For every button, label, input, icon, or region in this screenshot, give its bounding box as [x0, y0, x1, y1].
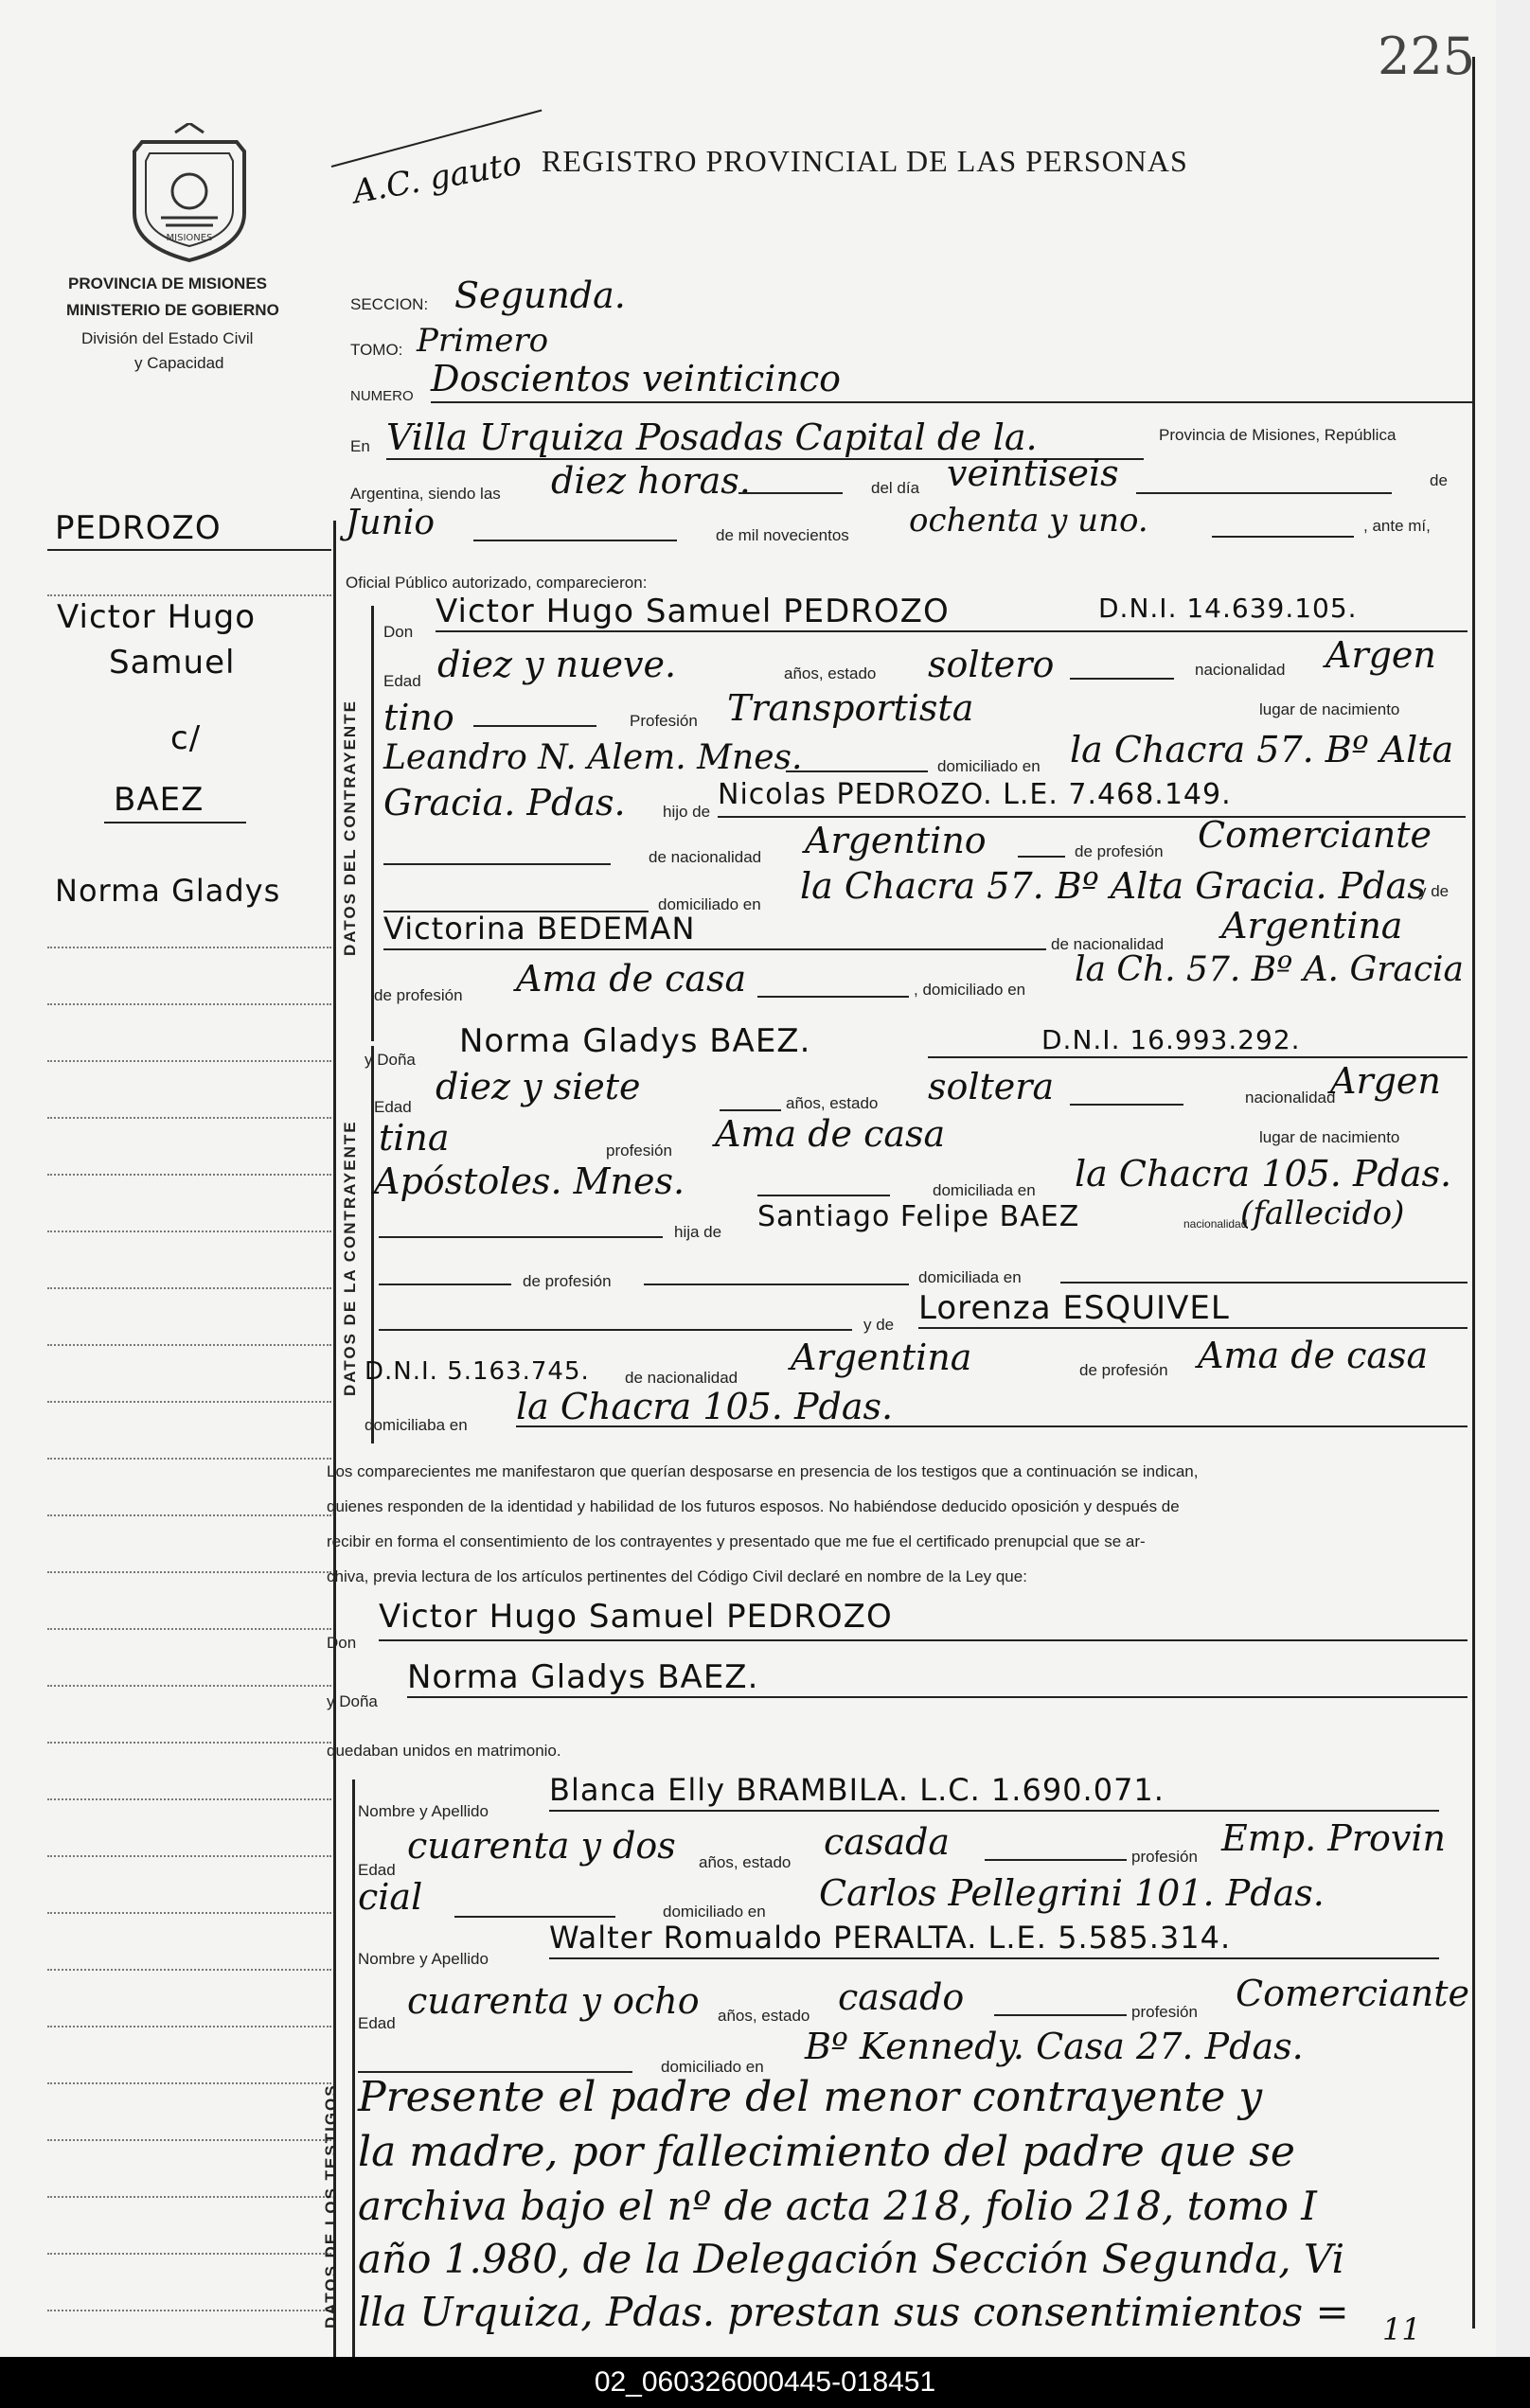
margin-dots: [47, 1401, 331, 1403]
bride-mother-prof-label: de profesión: [1079, 1361, 1168, 1379]
groom-father-nac-label: de nacionalidad: [649, 848, 762, 866]
org-ministry: MINISTERIO DE GOBIERNO: [66, 301, 279, 319]
groom-blank-line: [383, 863, 611, 865]
bride-hija-label: hija de: [674, 1223, 722, 1241]
margin-dots: [47, 2139, 331, 2141]
margin-surname-2: BAEZ: [114, 781, 205, 819]
groom-domicilio-a: la Chacra 57. Bº Alta: [1070, 729, 1454, 770]
witness1-estado: casada: [824, 1821, 951, 1863]
page-title: REGISTRO PROVINCIAL DE LAS PERSONAS: [542, 144, 1188, 178]
witness2-name-line: [549, 1957, 1439, 1959]
argentina-text: Argentina, siendo las: [350, 485, 501, 503]
witness2-profesion: Comerciante: [1236, 1973, 1469, 2014]
groom-mother-prof-label: de profesión: [374, 986, 463, 1004]
bride-mother-prof: Ama de casa: [1198, 1335, 1429, 1376]
tomo-value: Primero: [417, 322, 549, 360]
witness1-prof-label: profesión: [1131, 1848, 1198, 1866]
margin-dots: [47, 1798, 331, 1800]
groom-estado-line: [1070, 678, 1174, 680]
groom-name: Victor Hugo Samuel PEDROZO: [436, 593, 950, 630]
bride-mother-line: [918, 1327, 1468, 1329]
groom-don-label: Don: [383, 623, 414, 641]
hora-line: [738, 492, 843, 494]
bride-mother: Lorenza ESQUIVEL: [918, 1289, 1230, 1327]
seccion-value: Segunda.: [454, 274, 626, 316]
margin-dots: [47, 1458, 331, 1460]
margin-surname-1: PEDROZO: [55, 509, 222, 547]
page-number: 225: [1378, 27, 1476, 86]
witness1-domicilio: Carlos Pellegrini 101. Pdas.: [819, 1872, 1325, 1914]
margin-dots: [47, 1060, 331, 1062]
groom-y-de: y de: [1418, 882, 1450, 900]
bride-nac-b: tina: [379, 1117, 450, 1159]
bride-mother-dom: la Chacra 105. Pdas.: [516, 1386, 894, 1427]
declaration-line: Los comparecientes me manifestaron que querían desposarse en presencia de los testigos que a continuación se indican,: [327, 1462, 1199, 1480]
margin-names-1b: Samuel: [109, 644, 236, 682]
groom-edad-label: Edad: [383, 672, 421, 690]
bride-father: Santiago Felipe BAEZ: [757, 1200, 1080, 1233]
note-line: año 1.980, de la Delegación Sección Segunda, Vi: [358, 2236, 1345, 2282]
groom-mother-nac-label: de nacionalidad: [1051, 935, 1165, 953]
org-province: PROVINCIA DE MISIONES: [68, 274, 268, 292]
bride-father-prof-label: de profesión: [523, 1272, 612, 1290]
groom-mother-dom-label: , domiciliado en: [914, 981, 1026, 999]
misiones-seal-icon: [123, 123, 256, 265]
witness1-anos-estado: años, estado: [699, 1853, 792, 1871]
margin-surname-line: [47, 549, 331, 551]
margin-dots: [47, 1231, 331, 1232]
margin-dots: [47, 1117, 331, 1119]
mes-line: [473, 540, 677, 541]
bride-profesion: Ama de casa: [715, 1113, 946, 1155]
ante-mi-text: , ante mí,: [1363, 517, 1431, 535]
numero-line: [431, 401, 1472, 403]
groom-nac-b: tino: [383, 697, 454, 738]
margin-dots: [47, 2026, 331, 2027]
witness1-nombre-label: Nombre y Apellido: [358, 1802, 489, 1820]
label-contrayente: DATOS DEL CONTRAYENTE: [341, 699, 359, 956]
groom-hijo-label: hijo de: [663, 803, 711, 821]
decl-bride-line: [407, 1696, 1468, 1698]
bride-nac-a: Argen: [1330, 1060, 1441, 1102]
mes-value: Junio: [346, 504, 435, 542]
groom-dni: D.N.I. 14.639.105.: [1098, 593, 1358, 624]
witness2-edad: cuarenta y ocho: [407, 1980, 700, 2022]
groom-father-dom: la Chacra 57. Bº Alta Gracia. Pdas: [800, 865, 1426, 907]
margin-dots: [47, 2082, 331, 2084]
bride-name-line: [928, 1056, 1041, 1058]
decl-groom: Victor Hugo Samuel PEDROZO: [379, 1598, 893, 1636]
groom-father-prof: Comerciante: [1198, 814, 1432, 856]
witness2-edad-label: Edad: [358, 2014, 396, 2032]
declaration-line: recibir en forma el consentimiento de los contrayentes y presentado que me fue el certificado prenupcial que se ar-: [327, 1532, 1146, 1550]
anio-line: [1212, 536, 1354, 538]
margin-dots: [47, 1571, 331, 1573]
note-line: Presente el padre del menor contrayente y: [358, 2073, 1263, 2121]
note-line: lla Urquiza, Pdas. prestan sus consentimientos =: [358, 2289, 1349, 2335]
groom-nac-a: Argen: [1325, 634, 1436, 676]
margin-dots: [47, 1174, 331, 1176]
bride-dni: D.N.I. 16.993.292.: [1041, 1024, 1301, 1055]
groom-name-line: [436, 630, 1468, 632]
de-label: de: [1430, 471, 1448, 489]
bride-lugar-line: [757, 1195, 890, 1196]
left-frame: [333, 521, 336, 2357]
groom-lugar-label: lugar de nacimiento: [1259, 700, 1400, 718]
margin-dots: [47, 1344, 331, 1346]
margin-dots: [47, 2310, 331, 2311]
bride-edad-label: Edad: [374, 1098, 412, 1116]
bride-mother-nac: Argentina: [791, 1337, 972, 1378]
declaration-text: [327, 1454, 1453, 1594]
hora-value: diez horas.: [551, 460, 751, 502]
witness2-anos-estado: años, estado: [718, 2007, 810, 2025]
margin-names-1a: Victor Hugo: [57, 598, 257, 636]
witness2-prof-label: profesión: [1131, 2003, 1198, 2021]
note-line: archiva bajo el nº de acta 218, folio 218, tomo I: [358, 2183, 1317, 2229]
svg-text:MISIONES: MISIONES: [166, 233, 213, 243]
margin-dots: [47, 2253, 331, 2255]
groom-box-line: [371, 606, 374, 1041]
groom-father-prof-label: de profesión: [1075, 842, 1164, 860]
decl-dona-label: y Doña: [327, 1692, 378, 1710]
bride-blank-line-3: [379, 1329, 852, 1331]
provincia-text: Provincia de Misiones, República: [1159, 426, 1397, 444]
witness1-edad-label: Edad: [358, 1861, 396, 1879]
declaration-line: quienes responden de la identidad y habilidad de los futuros esposos. No habiéndose deducido oposición y después de: [327, 1497, 1180, 1515]
witness2-estado-line: [994, 2014, 1127, 2016]
decl-groom-line: [379, 1639, 1468, 1641]
bride-name: Norma Gladys BAEZ.: [459, 1022, 811, 1060]
margin-dots: [47, 2196, 331, 2198]
place-value: Villa Urquiza Posadas Capital de la.: [386, 416, 1038, 458]
witness2-domicilio: Bº Kennedy. Casa 27. Pdas.: [805, 2026, 1304, 2067]
numero-label: NUMERO: [350, 388, 414, 404]
del-dia-label: del día: [871, 479, 920, 497]
groom-nacb-line: [473, 725, 596, 727]
groom-mother-line: [383, 948, 1046, 950]
bride-father-prof-line: [644, 1284, 909, 1285]
bride-father-nac-label: nacionalidad: [1183, 1217, 1248, 1231]
witness2-nombre-label: Nombre y Apellido: [358, 1950, 489, 1968]
seccion-label: SECCION:: [350, 295, 429, 313]
declaration-line: chiva, previa lectura de los artículos pertinentes del Código Civil declaré en nombre de la Ley que:: [327, 1567, 1027, 1585]
bride-y-de: y de: [863, 1316, 895, 1334]
groom-lugar-line: [786, 770, 928, 772]
bride-edad: diez y siete: [436, 1066, 641, 1107]
bride-estado: soltera: [928, 1066, 1055, 1107]
groom-nac-label: nacionalidad: [1195, 661, 1286, 679]
numero-value: Doscientos veinticinco: [431, 358, 842, 399]
margin-dots: [47, 594, 331, 596]
bottom-mark: 11: [1382, 2311, 1421, 2347]
decl-don-label: Don: [327, 1634, 357, 1652]
org-capacity: y Capacidad: [134, 354, 224, 372]
margin-dots: [47, 1912, 331, 1914]
tomo-label: TOMO:: [350, 341, 403, 359]
anio-value: ochenta y uno.: [909, 502, 1148, 540]
decl-bride: Norma Gladys BAEZ.: [407, 1658, 759, 1696]
margin-dots: [47, 1855, 331, 1857]
dia-value: veintiseis: [947, 452, 1119, 494]
right-border: [1472, 57, 1475, 2328]
bride-mother-nac-label: de nacionalidad: [625, 1369, 738, 1387]
groom-mother-prof: Ama de casa: [516, 958, 747, 1000]
witness1-edad: cuarenta y dos: [407, 1825, 676, 1867]
note-line: la madre, por fallecimiento del padre que se: [358, 2128, 1295, 2176]
witness1-name: Blanca Elly BRAMBILA. L.C. 1.690.071.: [549, 1772, 1165, 1808]
bride-lugar: Apóstoles. Mnes.: [374, 1160, 685, 1202]
witness-box-line: [352, 1779, 355, 2357]
groom-estado: soltero: [928, 644, 1055, 685]
margin-dots: [47, 1287, 331, 1289]
en-label: En: [350, 437, 370, 455]
footer-id: 02_060326000445-018451: [0, 2357, 1530, 2408]
bride-father-note: (fallecido): [1240, 1195, 1405, 1232]
bride-mother-dom-label: domiciliaba en: [365, 1416, 468, 1434]
margin-dots: [47, 947, 331, 948]
groom-profesion: Transportista: [727, 687, 974, 729]
groom-prof-label: Profesión: [630, 712, 698, 730]
margin-surname2-line: [104, 822, 246, 823]
bride-mother-dom-line: [516, 1425, 1468, 1427]
dia-line: [1136, 492, 1392, 494]
bride-blank-line-2: [379, 1284, 511, 1285]
witness1-prof-line: [454, 1916, 615, 1918]
bride-father-dom-line: [1060, 1282, 1468, 1284]
bride-father-dom-label: domiciliada en: [918, 1268, 1022, 1286]
witness1-dom-label: domiciliado en: [663, 1903, 766, 1921]
bride-dni-line: [1041, 1056, 1468, 1058]
groom-edad: diez y nueve.: [437, 644, 677, 685]
bride-blank-line: [379, 1236, 663, 1238]
witness1-profesion-b: cial: [358, 1876, 423, 1918]
witness1-profesion-a: Emp. Provin: [1221, 1817, 1446, 1859]
margin-dots: [47, 1969, 331, 1971]
witness2-name: Walter Romualdo PERALTA. L.E. 5.585.314.: [549, 1920, 1232, 1956]
groom-father-nac: Argentino: [805, 820, 987, 861]
bride-lugar-label: lugar de nacimiento: [1259, 1128, 1400, 1146]
bride-edad-line: [720, 1109, 781, 1111]
bride-dona-label: y Doña: [365, 1051, 416, 1069]
witness1-name-line: [549, 1810, 1439, 1812]
groom-dom-label: domiciliado en: [937, 757, 1041, 775]
label-testigos: DATOS DE LOS TESTIGOS: [322, 2083, 340, 2328]
mil-text: de mil novecientos: [716, 526, 849, 544]
groom-father: Nicolas PEDROZO. L.E. 7.468.149.: [718, 778, 1232, 811]
groom-mother-nac: Argentina: [1221, 905, 1403, 947]
org-division: División del Estado Civil: [81, 329, 254, 347]
witness1-estado-line: [985, 1859, 1127, 1861]
margin-dots: [47, 1685, 331, 1687]
margin-conj: c/: [170, 719, 202, 757]
groom-father-nac-line: [1018, 856, 1065, 858]
margin-dots: [47, 1628, 331, 1630]
decl-closing: quedaban unidos en matrimonio.: [327, 1742, 561, 1760]
margin-dots: [47, 1742, 331, 1744]
bride-mother-dni: D.N.I. 5.163.745.: [365, 1357, 590, 1386]
groom-domicilio-b: Gracia. Pdas.: [383, 782, 626, 823]
witness2-estado: casado: [838, 1976, 965, 2018]
groom-mother-dom: la Ch. 57. Bº A. Gracia: [1075, 950, 1465, 989]
bride-estado-line: [1070, 1104, 1183, 1106]
bride-dom-label: domiciliada en: [933, 1181, 1036, 1199]
witness2-dom-label: domiciliado en: [661, 2058, 764, 2076]
bride-anos-estado: años, estado: [786, 1094, 879, 1112]
label-contrayente-f: DATOS DE LA CONTRAYENTE: [341, 1120, 359, 1396]
oficial-text: Oficial Público autorizado, comparecieron:: [346, 574, 648, 592]
annotation-signature: A.C. gauto: [349, 144, 525, 212]
groom-father-dom-label: domiciliado en: [658, 895, 761, 913]
groom-lugar: Leandro N. Alem. Mnes.: [383, 738, 803, 777]
margin-names-2: Norma Gladys: [55, 873, 281, 909]
bride-nac-label: nacionalidad: [1245, 1089, 1336, 1107]
bride-domicilio: la Chacra 105. Pdas.: [1075, 1153, 1452, 1195]
margin-dots: [47, 1514, 331, 1516]
margin-dots: [47, 1003, 331, 1005]
groom-mother-prof-line: [757, 996, 909, 998]
bride-prof-label: profesión: [606, 1142, 672, 1160]
groom-mother: Victorina BEDEMAN: [383, 911, 696, 947]
groom-anos-estado: años, estado: [784, 664, 877, 682]
